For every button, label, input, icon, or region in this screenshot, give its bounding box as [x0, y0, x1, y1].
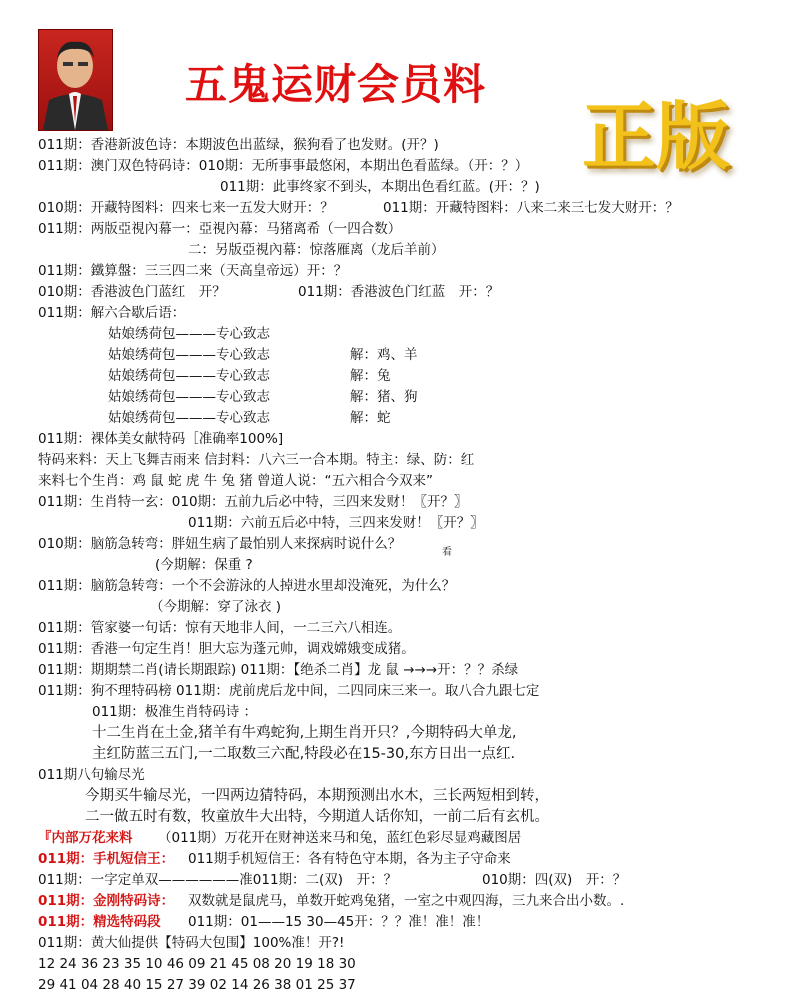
- text-line: 011期八句输尽光: [38, 767, 145, 783]
- text-line: 011期：管家婆一句话：惊有天地非人间，一二三六八相连。: [38, 620, 402, 636]
- genuine-stamp: 正版: [582, 94, 730, 180]
- text-line-red: 011期：精选特码段: [38, 914, 161, 930]
- page-title: 五鬼运财会员料: [185, 60, 487, 109]
- text-line: 011期：香港一句定生肖！胆大忘为蓬元帅，调戏嫦娥变成猪。: [38, 641, 415, 657]
- number-row: 29 41 04 28 40 15 27 39 02 14 26 38 01 25 37: [38, 977, 356, 993]
- text-line-red: 『内部万花来料: [38, 830, 133, 846]
- text-line: 011期：裸体美女献特码［准确率100%]: [38, 431, 284, 447]
- text-line: 011期：解六合歇后语：: [38, 305, 186, 321]
- text-line: 姑娘绣荷包———专心致志: [108, 347, 270, 363]
- text-line: 011期：鐵算盤：三三四二来（天高皇帝远）开：？: [38, 263, 348, 279]
- text-line: 011期：黄大仙提供【特码大包围】100%准！开?!: [38, 935, 345, 951]
- text-line: 解：兔: [350, 368, 391, 384]
- text-line: 011期手机短信王：各有特色守本期，各为主子守命来: [188, 851, 511, 867]
- text-line: 二：另版亞視內幕：惊落雁离（龙后羊前）: [188, 242, 445, 258]
- text-line: 010期：四(双) 开：？: [482, 872, 627, 888]
- text-line: 011期：脑筋急转弯：一个不会游泳的人掉进水里却没淹死，为什么？: [38, 578, 456, 594]
- text-line: （今期解：穿了泳衣 ): [150, 599, 282, 615]
- text-line: 011期：开藏特图料：八来二来三七发大财开：？: [383, 200, 679, 216]
- text-line: 今期买牛输尽光，一四两边猜特码，本期预测出水木，三长两短相到转，: [85, 788, 549, 804]
- text-line: 011期：狗不理特码榜 011期：虎前虎后龙中间，二四同床三来一。取八合九跟七定: [38, 683, 540, 699]
- text-line: 011期：一字定单双——————准011期：二(双) 开：？: [38, 872, 398, 888]
- text-line: 011期：澳门双色特码诗：010期：无所事事最悠闲，本期出色看蓝绿。（开：？）: [38, 158, 529, 174]
- text-line: 010期：开藏特图料：四来七来一五发大财开：？: [38, 200, 334, 216]
- text-line: 姑娘绣荷包———专心致志: [108, 326, 270, 342]
- text-line: 双数就是鼠虎马，单数开蛇鸡兔猪，一室之中观四海，三九来合出小数。.: [188, 893, 625, 909]
- text-line: （011期）万花开在财神送来马和兔，蓝红色彩尽显鸡藏图居: [158, 830, 522, 846]
- text-line: 特码来料：天上飞舞吉雨来 信封料：八六三一合本期。特主：绿、防：红: [38, 452, 475, 468]
- text-line: 解：鸡、羊: [350, 347, 418, 363]
- text-line: 011期：期期禁二肖(请长期跟踪) 011期：【绝杀二肖】龙 鼠 →→→开：？？杀绿: [38, 662, 519, 678]
- text-line: 011期：极准生肖特码诗 ：: [92, 704, 258, 720]
- text-line: 011期：此事终家不到头，本期出色看红蓝。(开：？): [220, 179, 540, 195]
- text-line: 来料七个生肖：鸡 鼠 蛇 虎 牛 兔 猪 曾道人说：“五六相合今双来”: [38, 473, 434, 489]
- text-line: 011期：生肖特一玄：010期：五前九后必中特，三四来发财！〖开？〗: [38, 494, 468, 510]
- text-line: 011期：香港新波色诗：本期波色出蓝绿，猴狗看了也发财。(开？): [38, 137, 439, 153]
- text-line: (今期解：保重 ?: [155, 557, 253, 573]
- portrait-photo: [38, 29, 113, 131]
- number-row: 12 24 36 23 35 10 46 09 21 45 08 20 19 18 30: [38, 956, 356, 972]
- text-line: 010期：脑筋急转弯：胖妞生病了最怕别人来探病时说什么？: [38, 536, 402, 552]
- text-line: 解：猪、狗: [350, 389, 418, 405]
- text-line: 姑娘绣荷包———专心致志: [108, 389, 270, 405]
- text-line: 看: [442, 547, 452, 558]
- text-line-red: 011期：金刚特码诗：: [38, 893, 175, 909]
- text-line: 011期：六前五后必中特，三四来发财！〖开？〗: [188, 515, 484, 531]
- text-line: 011期：两版亞視內幕一：亞視內幕：马猪离希（一四合数）: [38, 221, 402, 237]
- text-line-red: 011期：手机短信王：: [38, 851, 175, 867]
- text-line: 011期：香港波色门红蓝 开：？: [298, 284, 500, 300]
- text-line: 十二生肖在土金,猪羊有牛鸡蛇狗,上期生肖开只？,今期特码大单龙,: [92, 725, 517, 741]
- text-line: 姑娘绣荷包———专心致志: [108, 368, 270, 384]
- text-line: 解：蛇: [350, 410, 391, 426]
- text-line: 姑娘绣荷包———专心致志: [108, 410, 270, 426]
- text-line: 主红防蓝三五门,一二取数三六配,特段必在15-30,东方日出一点红.: [92, 746, 516, 762]
- text-line: 二一做五时有数，牧童放牛大出特，今期道人话你知，一前二后有玄机。: [85, 809, 549, 825]
- text-line: 011期：01——15 30—45开：？？准！准！准！: [188, 914, 490, 930]
- text-line: 010期：香港波色门蓝红 开？: [38, 284, 226, 300]
